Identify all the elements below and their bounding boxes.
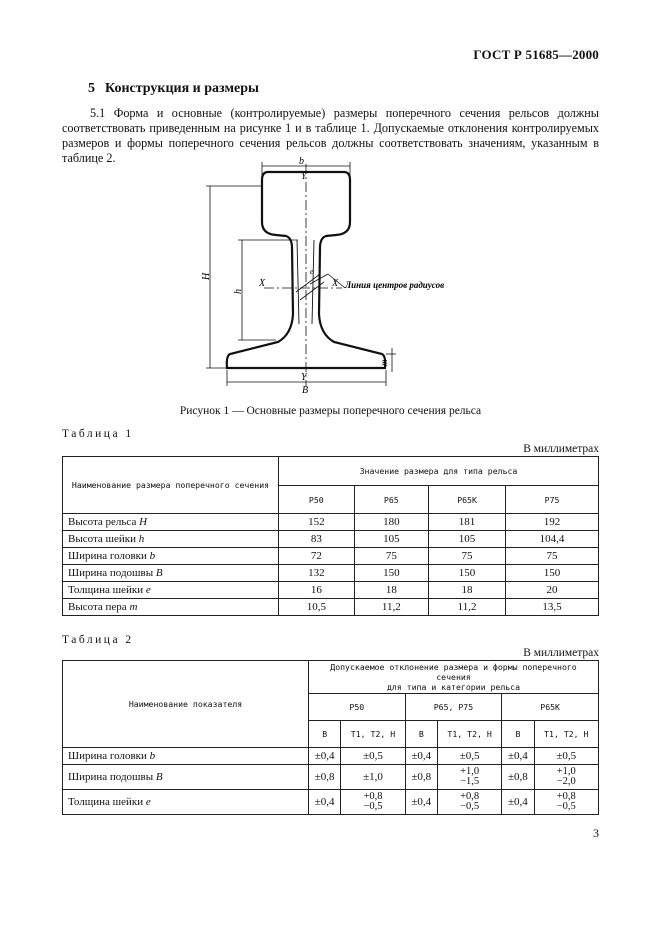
cell-value	[405, 790, 437, 815]
row-symbol: B	[155, 567, 163, 579]
table1-type-header: Р65К	[429, 486, 506, 514]
cell-value	[502, 790, 534, 815]
row-name-text: Высота шейки	[68, 533, 137, 545]
table2-type-header: Р65К	[502, 694, 599, 721]
table2-row	[63, 765, 599, 790]
cell-value	[341, 748, 405, 765]
cell-value: 16	[279, 582, 355, 599]
table2-category-header: В	[502, 721, 534, 748]
cell-value-part: ±0,4	[314, 750, 335, 762]
cell-value: 83	[279, 531, 355, 548]
row-name	[63, 514, 279, 531]
cell-value: 150	[429, 565, 506, 582]
cell-value: 105	[354, 531, 428, 548]
table2-row	[63, 748, 599, 765]
row-name-text: Ширина головки	[68, 750, 147, 762]
row-name-text: Ширина подошвы	[68, 567, 154, 579]
page-number: 3	[593, 826, 599, 840]
figure-caption: Рисунок 1 — Основные размеры поперечного сечения рельса	[179, 405, 482, 417]
cell-value: 11,2	[354, 599, 428, 616]
row-name	[63, 599, 279, 616]
table1-type-header: Р50	[279, 486, 355, 514]
row-symbol: e	[145, 796, 151, 808]
row-name	[63, 748, 309, 765]
cell-value-part: ±0,4	[508, 750, 528, 762]
cell-value	[309, 765, 341, 790]
row-name-text: Высота рельса	[68, 516, 137, 528]
cell-value-part: +0,8	[556, 790, 576, 802]
cell-value	[405, 765, 437, 790]
cell-value	[309, 790, 341, 815]
centers-line-label: Линия центров радиусов	[345, 280, 445, 290]
table2-row	[63, 790, 599, 815]
cell-value-part: −1,5	[460, 776, 480, 787]
cell-value-part: ±0,8	[314, 771, 335, 783]
row-symbol: b	[149, 750, 156, 762]
cell-value: 11,2	[429, 599, 506, 616]
row-symbol: e	[145, 584, 151, 596]
row-name-text: Толщина шейки	[68, 796, 144, 808]
row-symbol: H	[139, 516, 148, 528]
label-x-right: X	[332, 278, 339, 289]
cell-value: 18	[354, 582, 428, 599]
cell-value: 20	[506, 582, 599, 599]
cell-value	[502, 765, 534, 790]
table2-header-group-line1: Допускаемое отклонение размера и формы поперечного сечения	[330, 662, 577, 682]
cell-value: 152	[279, 514, 355, 531]
table2-type-header: Р50	[309, 694, 406, 721]
table1-label: Таблица 1	[62, 428, 134, 440]
label-y-bottom: Y	[301, 372, 307, 383]
row-symbol: h	[138, 533, 145, 545]
row-name	[63, 765, 309, 790]
table2-type-header: Р65, Р75	[405, 694, 502, 721]
section-number: 5	[88, 81, 95, 96]
label-e: e	[310, 267, 314, 276]
cell-value	[437, 765, 501, 790]
cell-value	[534, 765, 598, 790]
cell-value: 72	[279, 548, 355, 565]
cell-value: 75	[429, 548, 506, 565]
cell-value: 75	[506, 548, 599, 565]
table1-header-name: Наименование размера поперечного сечения	[63, 457, 279, 514]
table1-row	[63, 599, 599, 616]
cell-value: 180	[354, 514, 428, 531]
cell-value-part: +1,0	[556, 765, 576, 777]
cell-value	[502, 748, 534, 765]
cell-value	[534, 790, 598, 815]
table2-category-header: Т1, Т2, Н	[341, 721, 405, 748]
label-h: h	[233, 289, 244, 294]
cell-value-part: ±0,4	[314, 796, 335, 808]
intro-paragraph: 5.1 Форма и основные (контролируемые) размеры поперечного сечения рельсов должны соответствовать приведенным на рисунке 1 и в таблице 1. Допускаемые отклонения контролируемых размеров и формы поперечного сечения рельсов должны соответствовать значениям, указанным в таблице 2.	[62, 106, 599, 165]
cell-value: 192	[506, 514, 599, 531]
section-title	[88, 81, 259, 97]
table1-row	[63, 565, 599, 582]
cell-value-part: ±0,8	[411, 771, 432, 783]
row-name-text: Высота пера	[68, 601, 127, 613]
table2	[62, 660, 599, 815]
table1-row	[63, 514, 599, 531]
cell-value: 105	[429, 531, 506, 548]
cell-value	[341, 790, 405, 815]
table1	[62, 456, 599, 616]
table2-header-name: Наименование показателя	[63, 661, 309, 748]
cell-value-part: −0,5	[363, 801, 383, 812]
table2-header-group-line2: для типа и категории рельса	[386, 682, 521, 692]
table1-row	[63, 531, 599, 548]
label-x-left: X	[259, 278, 266, 289]
cell-value: 150	[354, 565, 428, 582]
cell-value-part: −0,5	[460, 801, 480, 812]
label-y-top: Y	[301, 171, 307, 182]
cell-value	[534, 748, 598, 765]
row-name	[63, 565, 279, 582]
cell-value: 10,5	[279, 599, 355, 616]
table1-type-header: Р75	[506, 486, 599, 514]
cell-value: 150	[506, 565, 599, 582]
cell-value-part: −2,0	[556, 776, 576, 787]
label-H: H	[201, 272, 212, 280]
cell-value: 104,4	[506, 531, 599, 548]
cell-value-part: ±0,4	[508, 796, 528, 808]
table2-category-header: В	[405, 721, 437, 748]
cell-value: 75	[354, 548, 428, 565]
rail-cross-section-figure	[200, 154, 470, 402]
cell-value: 181	[429, 514, 506, 531]
row-name-text: Ширина подошвы	[68, 771, 154, 783]
table1-units: В миллиметрах	[523, 443, 599, 455]
table1-type-header: Р65	[354, 486, 428, 514]
cell-value	[437, 748, 501, 765]
row-symbol: b	[149, 550, 156, 562]
table2-category-header: Т1, Т2, Н	[534, 721, 598, 748]
document-header: ГОСТ Р 51685—2000	[473, 47, 599, 62]
cell-value-part: +1,0	[460, 765, 480, 777]
label-m: m	[379, 359, 389, 366]
cell-value: 13,5	[506, 599, 599, 616]
table1-row	[63, 548, 599, 565]
cell-value-part: ±0,5	[459, 750, 480, 762]
row-symbol: B	[155, 771, 163, 783]
table1-row	[63, 582, 599, 599]
cell-value	[309, 748, 341, 765]
row-name-text: Толщина шейки	[68, 584, 144, 596]
cell-value-part: ±0,4	[411, 750, 432, 762]
label-B: B	[302, 385, 309, 396]
cell-value-part: −0,5	[556, 801, 576, 812]
row-name	[63, 790, 309, 815]
cell-value-part: ±1,0	[363, 771, 383, 783]
row-name	[63, 531, 279, 548]
table2-category-header: Т1, Т2, Н	[437, 721, 501, 748]
table2-category-header: В	[309, 721, 341, 748]
cell-value-part: ±0,5	[556, 750, 577, 762]
row-name	[63, 548, 279, 565]
row-name	[63, 582, 279, 599]
cell-value-part: +0,8	[460, 790, 480, 802]
cell-value	[341, 765, 405, 790]
table1-header-group: Значение размера для типа рельса	[279, 457, 599, 486]
table2-label: Таблица 2	[62, 634, 134, 646]
table2-header-group	[309, 661, 599, 694]
cell-value: 132	[279, 565, 355, 582]
row-symbol: m	[129, 601, 138, 613]
label-b: b	[299, 156, 304, 167]
cell-value-part: +0,8	[363, 790, 383, 802]
table2-units: В миллиметрах	[523, 647, 599, 659]
cell-value-part: ±0,4	[411, 796, 432, 808]
cell-value: 18	[429, 582, 506, 599]
cell-value-part: ±0,5	[363, 750, 383, 762]
section-title-text: Конструкция и размеры	[105, 81, 259, 96]
row-name-text: Ширина головки	[68, 550, 147, 562]
cell-value-part: ±0,8	[508, 771, 528, 783]
cell-value	[405, 748, 437, 765]
cell-value	[437, 790, 501, 815]
